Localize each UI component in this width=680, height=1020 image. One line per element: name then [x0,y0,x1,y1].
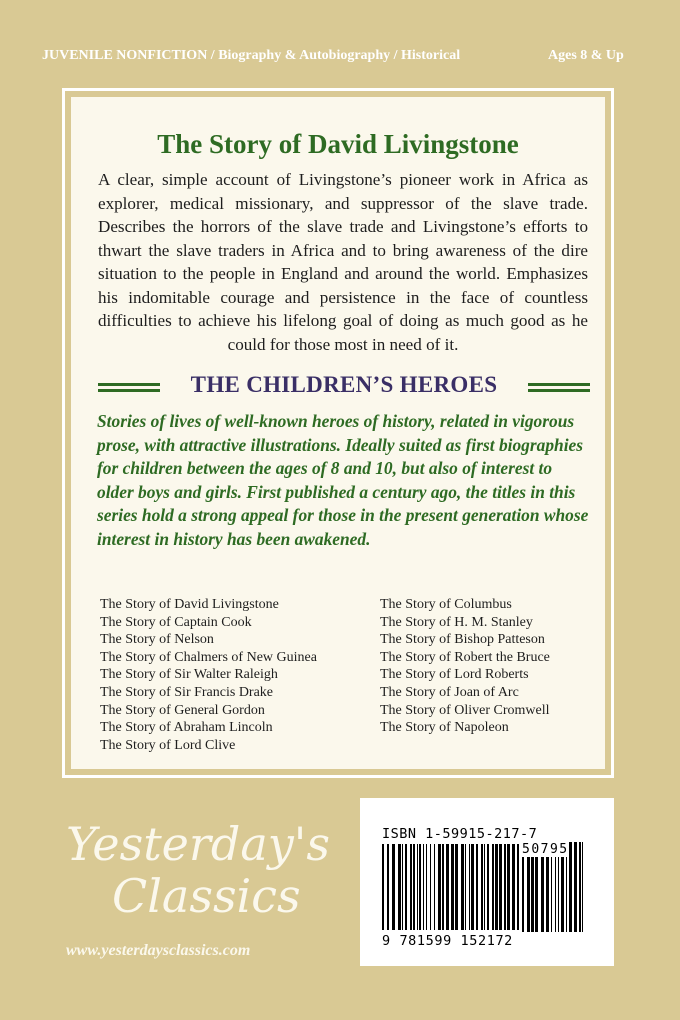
isbn-label: ISBN 1-59915-217-7 [382,826,538,842]
barcode-bar [512,844,515,930]
barcode-bar [426,844,427,930]
series-title-item: The Story of Joan of Arc [380,684,519,700]
series-titles-column-1 [100,596,317,754]
description-panel [62,88,614,778]
addon-digits: 50795 [522,842,569,857]
barcode-bar [417,844,418,930]
barcode-bar [471,844,474,930]
barcode-bar [451,844,454,930]
barcode-box [360,798,614,966]
barcode-bar [582,842,583,932]
barcode-bar [434,844,435,930]
series-title-item: The Story of Robert the Bruce [380,649,550,665]
barcode-bar [413,844,415,930]
series-title-item: The Story of Lord Clive [100,737,236,753]
barcode-bar [469,844,470,930]
logo-line-2: Classics [112,869,301,923]
age-range-text: Ages 8 & Up [548,48,624,63]
series-title-item: The Story of Oliver Cromwell [380,702,550,718]
series-title-item: The Story of Bishop Patteson [380,632,545,648]
category-text: JUVENILE NONFICTION / Biography & Autobiography / Historical [42,48,461,63]
barcode-bar [398,844,401,930]
barcode-bar [392,844,395,930]
series-title-item: The Story of Nelson [100,632,214,648]
barcode-bar [461,844,464,930]
publisher-logo [66,817,331,968]
barcode-bar [481,844,483,930]
barcode-bar [382,844,384,930]
ean-digits: 9 781599 152172 [382,933,513,949]
right-double-rule [528,383,590,392]
barcode-bar [476,844,478,930]
barcode-graphic [382,844,532,930]
barcode-bar [419,844,421,930]
series-title-item: The Story of Abraham Lincoln [100,720,273,736]
barcode-bar [487,844,489,930]
barcode-bar [484,844,485,930]
barcode-bar [492,844,494,930]
top-bar [0,44,680,70]
description-panel-inner [71,97,605,769]
series-title: THE CHILDREN’S HEROES [190,372,498,397]
series-heading [94,372,594,404]
logo-line-1: Yesterday's [66,817,331,871]
barcode-bar [574,842,577,932]
barcode-bar [446,844,449,930]
series-title-item: The Story of Napoleon [380,720,509,736]
series-title-item: The Story of Lord Roberts [380,667,529,683]
series-title-item: The Story of David Livingstone [100,597,279,612]
barcode-bar [495,844,498,930]
barcode-bar [442,844,444,930]
barcode-bar [405,844,407,930]
series-title-item: The Story of Columbus [380,597,512,612]
barcode-bar [438,844,441,930]
barcode-bar [465,844,466,930]
barcode-bar [402,844,403,930]
book-description: A clear, simple account of Livingstone’s pioneer work in Africa as explorer, medical missionary, and suppressor of the slave trade. Describes the horrors of the slave trade and Livingstone’s efforts to thwart the slave traders in Africa and to bring awareness of the dire situation to the people in England and around the world. Emphasizes his indomitable courage and persistence in the face of countless difficulties to achieve his lifelong goal of doing as much good as he could for those most in need of it. [98,170,588,354]
series-title-item: The Story of Sir Francis Drake [100,684,274,700]
publisher-url: www.yesterdaysclassics.com [66,942,251,959]
series-description: Stories of lives of well-known heroes of history, related in vigorous prose, with attractive illustrations. Ideally suited as first biographies for children between the ages of 8 and 10, but also of interest to older boys and girls. First published a century ago, the titles in this series hold a strong appeal for those in the present generation whose interest in history has been awakened. [97,411,589,549]
barcode-bar [387,844,389,930]
barcode-bar [579,842,581,932]
barcode-bar [455,844,458,930]
series-title-item: The Story of Chalmers of New Guinea [100,649,317,665]
barcode-bar [423,844,424,930]
series-titles-column-2 [380,596,550,737]
series-title-item: The Story of Captain Cook [100,614,252,630]
barcode-bar [430,844,431,930]
series-title-item: The Story of General Gordon [100,702,265,718]
barcode-bar [410,844,412,930]
series-title-item: The Story of H. M. Stanley [380,614,533,630]
barcode-bar [507,844,510,930]
series-title-item: The Story of Sir Walter Raleigh [100,667,278,683]
barcode-bar [499,844,502,930]
book-title: The Story of David Livingstone [157,129,519,159]
barcode-bar [569,842,572,932]
barcode-bar [504,844,506,930]
